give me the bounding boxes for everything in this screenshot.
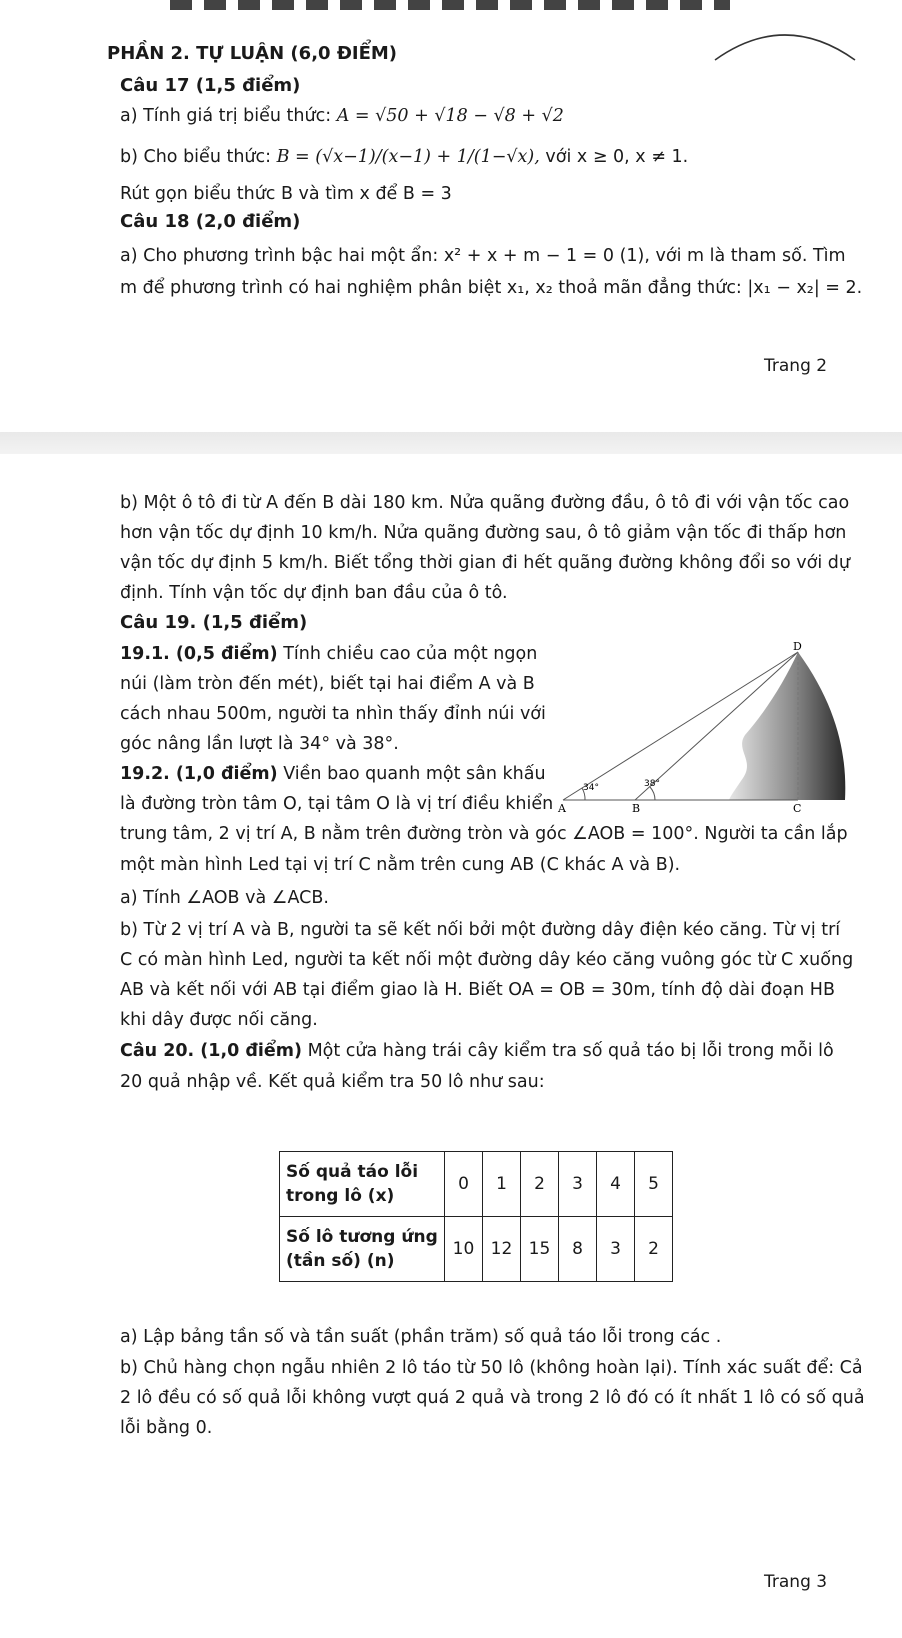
table-row-n	[280, 1217, 673, 1282]
page-number-2: Trang 2	[764, 356, 828, 376]
q18a-line1: a) Cho phương trình bậc hai một ẩn: x² + x + m − 1 = 0 (1), với m là tham số. Tìm	[120, 246, 846, 266]
q17b-formula: B = (√x−1)/(x−1) + 1/(1−√x),	[276, 147, 540, 167]
q17b-line	[120, 145, 688, 169]
q20-line1	[120, 1039, 834, 1063]
q20-text1: Một cửa hàng trái cây kiểm tra số quả táo bị lỗi trong mỗi lô	[302, 1041, 834, 1061]
q192-label: 19.2. (1,0 điểm)	[120, 764, 278, 784]
table-row-x	[280, 1152, 673, 1217]
q18b-line3: vận tốc dự định 5 km/h. Biết tổng thời gian đi hết quãng đường không đổi so với dự	[120, 553, 850, 573]
q20-line2: 20 quả nhập về. Kết quả kiểm tra 50 lô như sau:	[120, 1072, 545, 1092]
q192b-line2: C có màn hình Led, người ta kết nối một đường dây kéo căng vuông góc từ C xuống	[120, 950, 854, 970]
question-19-title: Câu 19. (1,5 điểm)	[120, 612, 308, 633]
table-cell: 2	[521, 1152, 559, 1217]
table-cell: 2	[635, 1217, 673, 1282]
q192a-line: a) Tính ∠AOB và ∠ACB.	[120, 888, 329, 908]
table-cell: 3	[559, 1152, 597, 1217]
label-b: B	[632, 802, 641, 812]
frequency-table	[279, 1151, 673, 1282]
angle-label-b: 38°	[644, 779, 660, 789]
question-18-title: Câu 18 (2,0 điểm)	[120, 211, 301, 232]
q191-text1: Tính chiều cao của một ngọn	[277, 644, 538, 664]
q192-text1: Viền bao quanh một sân khấu	[277, 764, 546, 784]
table-cell: 5	[635, 1152, 673, 1217]
section-title: PHẦN 2. TỰ LUẬN (6,0 ĐIỂM)	[107, 43, 398, 64]
question-17-title: Câu 17 (1,5 điểm)	[120, 75, 301, 96]
angle-label-a: 34°	[583, 783, 599, 793]
label-d: D	[793, 640, 802, 653]
mountain-shape	[729, 652, 845, 800]
q18b-line2: hơn vận tốc dự định 10 km/h. Nửa quãng đường sau, ô tô giảm vận tốc đi thấp hơn	[120, 523, 847, 543]
table-cell: 0	[445, 1152, 483, 1217]
q192b-line3: AB và kết nối với AB tại điểm giao là H. Biết OA = OB = 30m, tính độ dài đoạn HB	[120, 980, 835, 1000]
q192-line1	[120, 762, 546, 786]
q17a-text: a) Tính giá trị biểu thức:	[120, 106, 332, 126]
q18a-line2: m để phương trình có hai nghiệm phân biệt x₁, x₂ thoả mãn đẳng thức: |x₁ − x₂| = 2.	[120, 278, 863, 298]
q191-label: 19.1. (0,5 điểm)	[120, 644, 278, 664]
table-cell: 4	[597, 1152, 635, 1217]
table-cell: 1	[483, 1152, 521, 1217]
q18b-line4: định. Tính vận tốc dự định ban đầu của ô tô.	[120, 583, 508, 603]
q20a-line: a) Lập bảng tần số và tần suất (phần trăm) số quả táo lỗi trong các .	[120, 1327, 722, 1347]
q192b-line1: b) Từ 2 vị trí A và B, người ta sẽ kết nối bởi một đường dây điện kéo căng. Từ vị trí	[120, 920, 841, 940]
q191-line1	[120, 642, 537, 666]
decorative-arc	[710, 20, 860, 70]
cropped-header-remnant	[170, 0, 730, 10]
q17b-line2: Rút gọn biểu thức B và tìm x để B = 3	[120, 184, 452, 204]
q17a-line	[120, 104, 564, 128]
q192-line4: một màn hình Led tại vị trí C nằm trên cung AB (C khác A và B).	[120, 855, 681, 875]
q192-line2: là đường tròn tâm O, tại tâm O là vị trí điều khiển	[120, 794, 554, 814]
table-cell: 15	[521, 1217, 559, 1282]
q18b-line1: b) Một ô tô đi từ A đến B dài 180 km. Nửa quãng đường đầu, ô tô đi với vận tốc cao	[120, 493, 850, 513]
row-header-x: Số quả táo lỗi trong lô (x)	[280, 1152, 445, 1217]
table-cell: 8	[559, 1217, 597, 1282]
q20b-line2: 2 lô đều có số quả lỗi không vượt quá 2 quả và trong 2 lô đó có ít nhất 1 lô có số quả	[120, 1388, 865, 1408]
q191-line4: góc nâng lần lượt là 34° và 38°.	[120, 734, 399, 754]
q17a-formula: A = √50 + √18 − √8 + √2	[336, 106, 564, 126]
q17b-text: b) Cho biểu thức:	[120, 147, 272, 167]
q192b-line4: khi dây được nối căng.	[120, 1010, 318, 1030]
page-2	[0, 0, 902, 432]
label-a: A	[558, 802, 566, 812]
mountain-elevation-figure	[555, 640, 855, 812]
q17b-condition: với x ≥ 0, x ≠ 1.	[545, 147, 689, 167]
table-cell: 12	[483, 1217, 521, 1282]
page-number-3: Trang 3	[764, 1572, 828, 1592]
label-c: C	[793, 802, 802, 812]
table-cell: 3	[597, 1217, 635, 1282]
q20b-line1: b) Chủ hàng chọn ngẫu nhiên 2 lô táo từ 50 lô (không hoàn lại). Tính xác suất để: Cả	[120, 1358, 863, 1378]
q192-line3: trung tâm, 2 vị trí A, B nằm trên đường tròn và góc ∠AOB = 100°. Người ta cần lắp	[120, 824, 848, 844]
q191-line3: cách nhau 500m, người ta nhìn thấy đỉnh núi với	[120, 704, 546, 724]
q191-line2: núi (làm tròn đến mét), biết tại hai điểm A và B	[120, 674, 535, 694]
row-header-n: Số lô tương ứng (tần số) (n)	[280, 1217, 445, 1282]
q20b-line3: lỗi bằng 0.	[120, 1418, 213, 1438]
q20-label: Câu 20. (1,0 điểm)	[120, 1041, 303, 1061]
page-separator	[0, 432, 902, 454]
table-cell: 10	[445, 1217, 483, 1282]
